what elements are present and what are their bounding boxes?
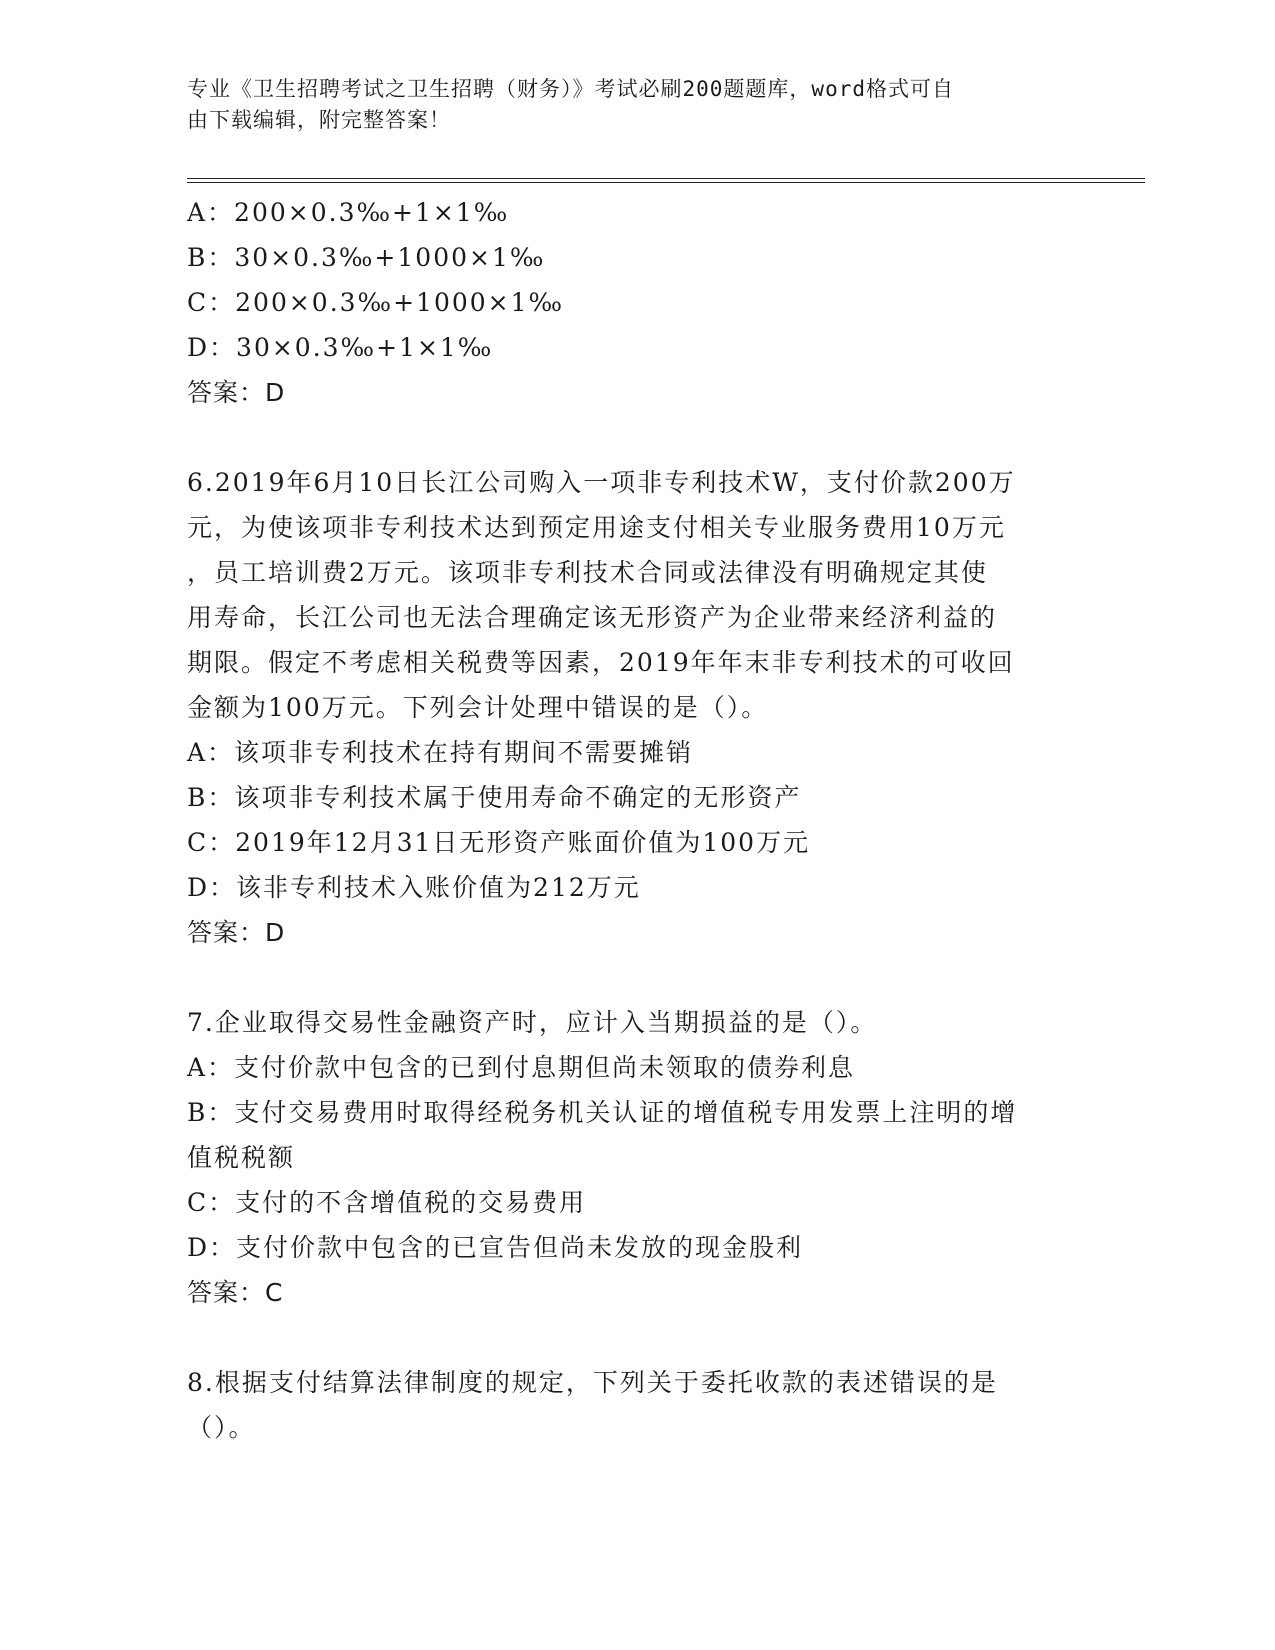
option-d: D：支付价款中包含的已宣告但尚未发放的现金股利 [187,1233,804,1262]
spacer [187,1315,1087,1360]
option-d: D：该非专利技术入账价值为212万元 [187,873,641,902]
header-divider-bottom [187,182,1145,183]
question-list [187,190,1087,1450]
question-stem-line: 7.企业取得交易性金融资产时，应计入当期损益的是（）。 [187,1008,878,1037]
answer-label: 答案：D [187,918,286,947]
option-a: A：该项非专利技术在持有期间不需要摊销 [187,738,694,767]
spacer [187,955,1087,1000]
option-d: D：30×0.3‰+1×1‰ [187,333,494,362]
option-c: C：200×0.3‰+1000×1‰ [187,288,565,317]
question-stem-line: （）。 [187,1413,256,1442]
question-stem-line: 6.2019年6月10日长江公司购入一项非专利技术W，支付价款200万 [187,468,1016,497]
option-c: C：2019年12月31日无形资产账面价值为100万元 [187,828,811,857]
header-line-1: 专业《卫生招聘考试之卫生招聘（财务）》考试必刷200题题库，word格式可自 [187,77,954,101]
question-stem-line: 8.根据支付结算法律制度的规定，下列关于委托收款的表述错误的是 [187,1368,998,1397]
header-line-2: 由下载编辑，附完整答案！ [187,108,451,132]
document-header [187,74,1067,136]
option-a: A：200×0.3‰+1×1‰ [187,198,510,227]
question-stem-line: 用寿命，长江公司也无法合理确定该无形资产为企业带来经济利益的 [187,603,998,632]
spacer [187,415,1087,460]
question-stem-line: 期限。假定不考虑相关税费等因素，2019年年末非专利技术的可收回 [187,648,1015,677]
option-b: B：30×0.3‰+1000×1‰ [187,243,546,272]
header-divider-top [187,178,1145,179]
answer-label: 答案：C [187,1278,284,1307]
question-stem-line: ，员工培训费2万元。该项非专利技术合同或法律没有明确规定其使 [187,558,988,587]
question-7 [187,1000,1087,1315]
question-stem-line: 元，为使该项非专利技术达到预定用途支付相关专业服务费用10万元 [187,513,1006,542]
option-b-continued: 值税税额 [187,1143,296,1172]
option-b: B：支付交易费用时取得经税务机关认证的增值税专用发票上注明的增 [187,1098,1018,1127]
question-6 [187,460,1087,955]
question-5 [187,190,1087,415]
answer-label: 答案：D [187,378,286,407]
question-stem-line: 金额为100万元。下列会计处理中错误的是（）。 [187,693,769,722]
option-a: A：支付价款中包含的已到付息期但尚未领取的债券利息 [187,1053,856,1082]
option-c: C：支付的不含增值税的交易费用 [187,1188,587,1217]
option-b: B：该项非专利技术属于使用寿命不确定的无形资产 [187,783,802,812]
question-8 [187,1360,1087,1450]
